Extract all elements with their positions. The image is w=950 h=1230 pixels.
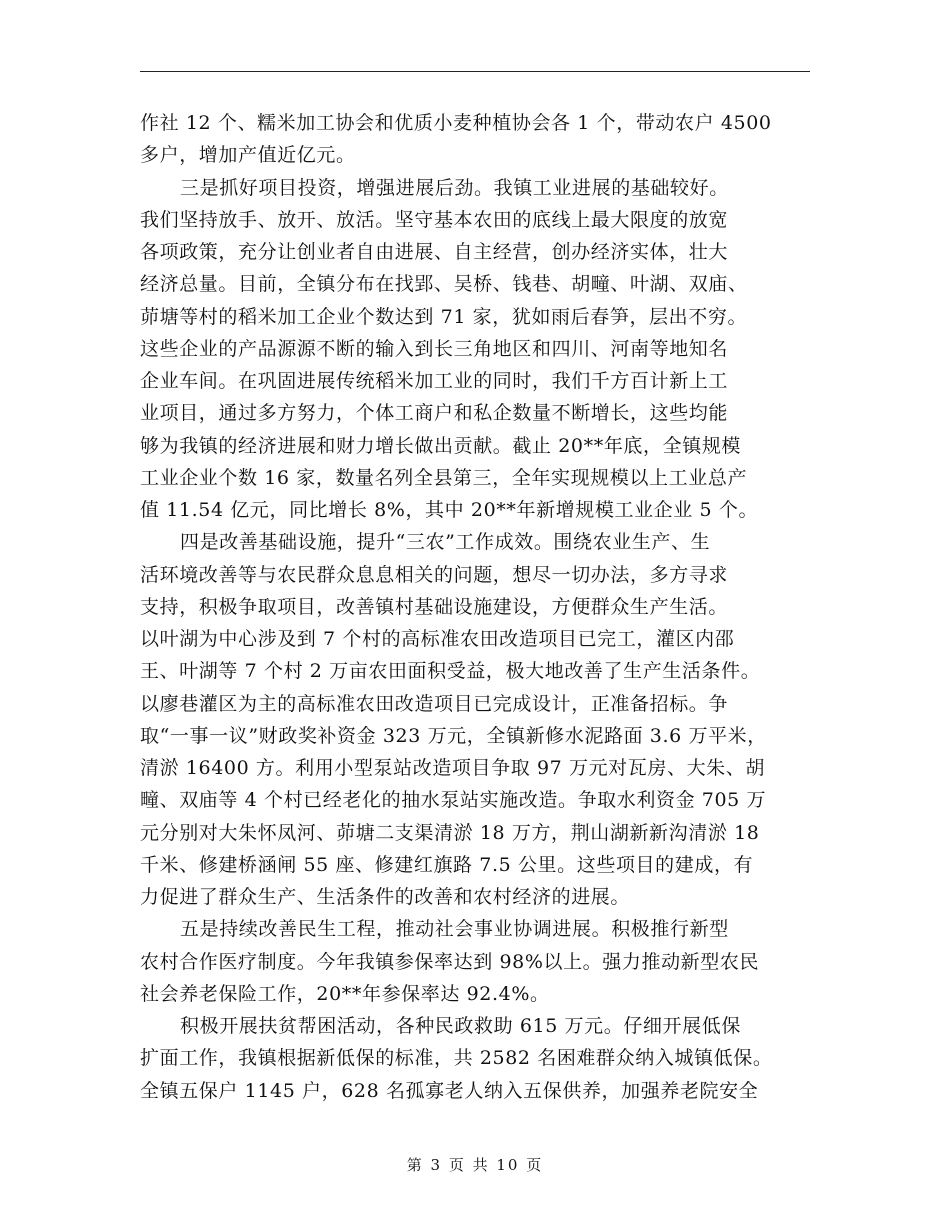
text-line: 我们坚持放手、放开、放活。坚守基本农田的底线上最大限度的放宽 (140, 208, 729, 231)
text-line: 清淤 16400 方。利用小型泵站改造项目争取 97 万元对瓦房、大朱、胡 (140, 757, 765, 779)
text-line: 活环境改善等与农民群众息息相关的问题，想尽一切办法，多方寻求 (140, 563, 729, 586)
text-line: 业项目，通过多方努力，个体工商户和私企数量不断增长，这些均能 (140, 402, 729, 425)
text-line: 四是改善基础设施，提升“三农”工作成效。围绕农业生产、生 (180, 531, 711, 554)
text-line: 取“一事一议”财政奖补资金 323 万元，全镇新修水泥路面 3.6 万平米， (140, 724, 767, 747)
header-rule (140, 71, 810, 72)
text-line: 以叶湖为中心涉及到 7 个村的高标准农田改造项目已完工，灌区内邵 (140, 628, 735, 650)
text-line: 茆塘等村的稻米加工企业个数达到 71 家，犹如雨后春笋，层出不穷。 (140, 305, 748, 328)
text-line: 支持，积极争取项目，改善镇村基础设施建设，方便群众生产生活。 (140, 595, 729, 618)
text-line: 扩面工作，我镇根据新低保的标准，共 2582 名困难群众纳入城镇低保。 (140, 1047, 773, 1070)
text-line: 企业车间。在巩固进展传统稻米加工业的同时，我们千方百计新上工 (140, 370, 729, 392)
text-line: 社会养老保险工作，20**年参保率达 92.4%。 (140, 982, 550, 1005)
text-line: 多户，增加产值近亿元。 (140, 144, 356, 167)
text-line: 全镇五保户 1145 户，628 名孤寡老人纳入五保供养，加强养老院安全 (140, 1079, 759, 1102)
text-line: 以廖巷灌区为主的高标准农田改造项目已完成设计，正准备招标。争 (140, 692, 729, 715)
text-line: 三是抓好项目投资，增强进展后劲。我镇工业进展的基础较好。 (180, 176, 729, 199)
text-line: 经济总量。目前，全镇分布在找郢、吴桥、钱巷、胡疃、叶湖、双庙、 (140, 273, 748, 296)
text-line: 各项政策，充分让创业者自由进展、自主经营，创办经济实体，壮大 (140, 241, 729, 263)
text-line: 元分别对大朱怀凤河、茆塘二支渠清淤 18 万方，荆山湖新新沟清淤 18 (140, 821, 760, 844)
text-line: 够为我镇的经济进展和财力增长做出贡献。截止 20**年底，全镇规模 (140, 434, 742, 457)
text-line: 工业企业个数 16 家，数量名列全县第三，全年实现规模以上工业总产 (140, 466, 748, 489)
text-line: 作社 12 个、糯米加工协会和优质小麦种植协会各 1 个，带动农户 4500 (140, 112, 772, 134)
page-footer: 第 3 页 共 10 页 (406, 1156, 544, 1174)
text-line: 千米、修建桥涵闸 55 座、修建红旗路 7.5 公里。这些项目的建成，有 (140, 853, 754, 876)
text-line: 力促进了群众生产、生活条件的改善和农村经济的进展。 (140, 886, 631, 908)
text-line: 五是持续改善民生工程，推动社会事业协调进展。积极推行新型 (180, 918, 729, 941)
text-line: 王、叶湖等 7 个村 2 万亩农田面积受益，极大地改善了生产生活条件。 (140, 660, 761, 683)
text-line: 这些企业的产品源源不断的输入到长三角地区和四川、河南等地知名 (140, 337, 729, 360)
text-line: 积极开展扶贫帮困活动，各种民政救助 615 万元。仔细开展低保 (180, 1015, 741, 1037)
text-line: 疃、双庙等 4 个村已经老化的抽水泵站实施改造。争取水利资金 705 万 (140, 789, 767, 812)
text-line: 农村合作医疗制度。今年我镇参保率达到 98%以上。强力推动新型农民 (140, 950, 760, 973)
document-body (140, 107, 820, 1107)
text-line: 值 11.54 亿元，同比增长 8%，其中 20**年新增规模工业企业 5 个。 (140, 499, 759, 521)
